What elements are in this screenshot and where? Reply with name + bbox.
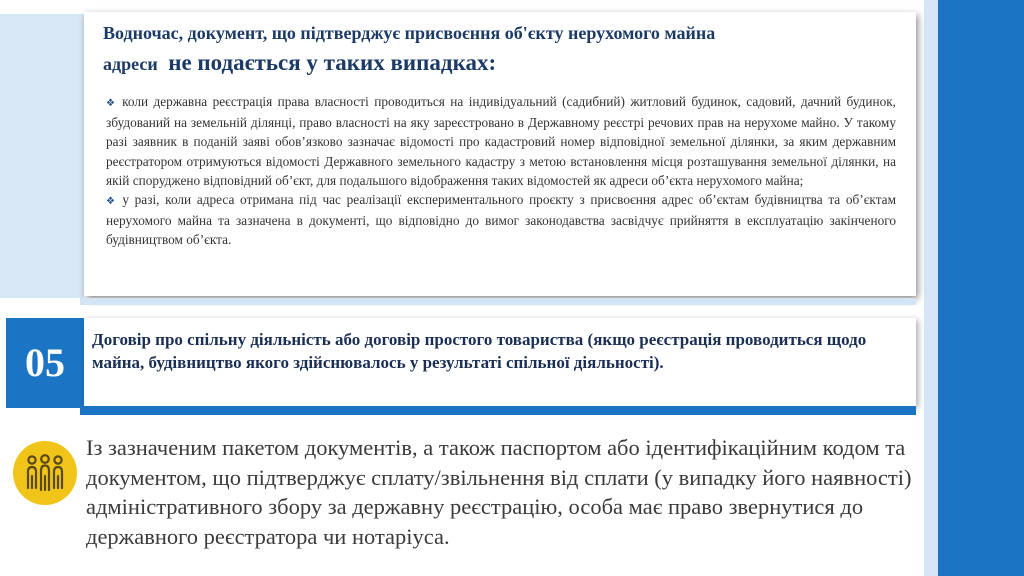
people-group-svg bbox=[23, 454, 67, 492]
exceptions-card bbox=[84, 12, 916, 296]
exceptions-title-line1: Водночас, документ, що підтверджує присвоєння об'єкту нерухомого майна bbox=[103, 23, 716, 43]
agreement-card-underline bbox=[80, 406, 916, 415]
exceptions-title-emphasis: не подається у таких випадках: bbox=[168, 50, 497, 75]
final-note: Із зазначеним пакетом документів, а також паспортом або ідентифікаційним кодом та документом, що підтверджує сплату/звільнення від сплати (у випадку його наявності) адміністративного збору за державну реєстрацію, особа має право звернутися до державного реєстратора чи нотаріуса. bbox=[86, 435, 912, 549]
list-item bbox=[106, 92, 896, 190]
exceptions-list bbox=[106, 92, 896, 250]
exceptions-title bbox=[103, 18, 903, 79]
list-item bbox=[106, 190, 896, 250]
left-decor-panel bbox=[0, 14, 84, 298]
item-number-badge: 05 bbox=[6, 318, 84, 408]
list-item-text: коли державна реєстрація права власності проводиться на індивідуальний (садибний) житловий будинок, садовий, дачний будинок, збудований на земельній ділянці, право власності на яку зареєстровано в Державному реєстрі речових прав на нерухоме майно. У такому разі заявник в поданій заяві обов’язково зазначає відомості про кадастровий номер відповідної земельної ділянки, за яким державним реєстратором отримуються відомості Державного земельного кадастру з метою встановлення місця розташування земельної ділянки, на якій споруджено відповідний об’єкт, для подальшого відображення таких відомостей як адреси об’єкта нерухомого майна; bbox=[106, 94, 897, 188]
diamond-bullet-icon: ❖ bbox=[106, 196, 118, 208]
right-decor-stripe bbox=[924, 0, 938, 576]
right-decor-bar bbox=[938, 0, 1024, 576]
agreement-text: Договір про спільну діяльність або договір простого товариства (якщо реєстрація проводиться щодо майна, будівництво якого здійснювалось у результаті спільної діяльності). bbox=[92, 330, 867, 372]
exceptions-card-underline bbox=[80, 298, 916, 305]
exceptions-title-line2 bbox=[103, 48, 903, 79]
agreement-card bbox=[84, 318, 916, 406]
diamond-bullet-icon: ❖ bbox=[106, 98, 118, 109]
exceptions-title-prefix: адреси bbox=[103, 54, 158, 74]
list-item-text: у разі, коли адреса отримана під час реалізації експериментального проєкту з присвоєння адрес об’єктам будівництва та об’єктам нерухомого майна та зазначена в документі, що відповідно до вимог законодавства засвідчує прийняття в експлуатацію закінченого будівництвом об’єкта. bbox=[106, 192, 896, 248]
people-group-icon bbox=[13, 441, 77, 505]
